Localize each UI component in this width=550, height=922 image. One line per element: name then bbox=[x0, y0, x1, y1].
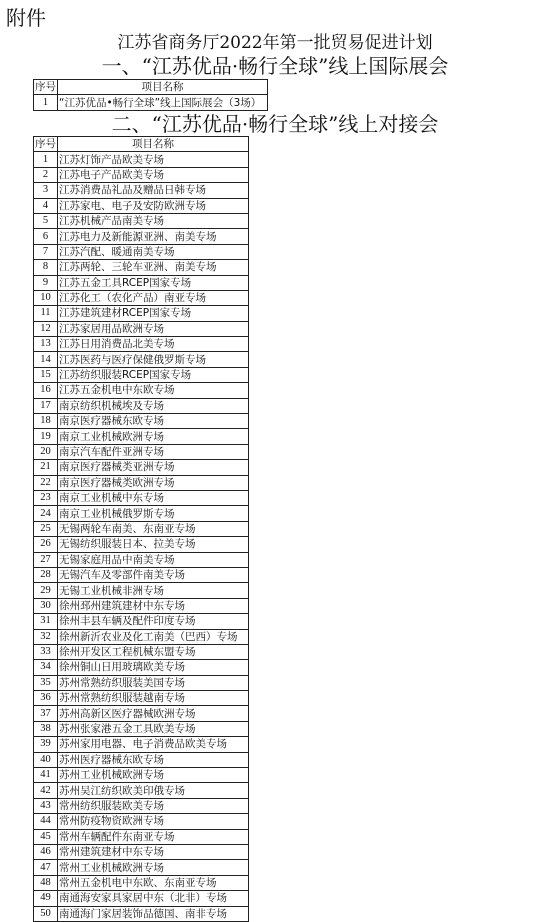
table-row bbox=[34, 614, 249, 629]
table-row bbox=[34, 198, 249, 213]
project-name-cell: 江苏日用消费品北美专场 bbox=[58, 337, 249, 352]
project-name-cell: 苏州医疗器械东欧专场 bbox=[58, 752, 249, 767]
table-row bbox=[34, 490, 249, 505]
project-name-cell: 江苏纺织服装RCEP国家专场 bbox=[58, 367, 249, 382]
serial-number-cell: 27 bbox=[34, 552, 58, 567]
table-row bbox=[34, 752, 249, 767]
serial-number-cell: 47 bbox=[34, 860, 58, 875]
table-row bbox=[34, 398, 249, 413]
serial-number-cell: 49 bbox=[34, 891, 58, 906]
serial-number-cell: 25 bbox=[34, 521, 58, 536]
serial-number-cell: 37 bbox=[34, 706, 58, 721]
serial-number-cell: 4 bbox=[34, 198, 58, 213]
serial-number-cell: 6 bbox=[34, 229, 58, 244]
project-name-cell: 苏州家用电器、电子消费品欧美专场 bbox=[58, 737, 249, 752]
project-name-cell: 南京医疗器械类欧洲专场 bbox=[58, 475, 249, 490]
serial-number-cell: 26 bbox=[34, 537, 58, 552]
serial-number-cell: 20 bbox=[34, 444, 58, 459]
serial-number-cell: 14 bbox=[34, 352, 58, 367]
table-row bbox=[34, 829, 249, 844]
serial-number-cell: 48 bbox=[34, 875, 58, 890]
serial-number-cell: 38 bbox=[34, 721, 58, 736]
serial-number-cell: 43 bbox=[34, 798, 58, 813]
project-name-cell: 徐州邳州建筑建材中东专场 bbox=[58, 598, 249, 613]
project-name-cell: “江苏优品•畅行全球”线上国际展会（3场） bbox=[58, 95, 268, 110]
project-name-cell: 南京工业机械中东专场 bbox=[58, 490, 249, 505]
serial-number-cell: 21 bbox=[34, 460, 58, 475]
project-name-cell: 徐州开发区工程机械东盟专场 bbox=[58, 644, 249, 659]
project-name-cell: 江苏建筑建材RCEP国家专场 bbox=[58, 306, 249, 321]
table-row bbox=[34, 814, 249, 829]
serial-number-cell: 1 bbox=[34, 95, 58, 110]
project-name-cell: 苏州张家港五金工具欧美专场 bbox=[58, 721, 249, 736]
serial-number-cell: 5 bbox=[34, 213, 58, 228]
project-name-cell: 江苏五金工具RCEP国家专场 bbox=[58, 275, 249, 290]
project-name-cell: 常州建筑建材中东专场 bbox=[58, 844, 249, 859]
table-row bbox=[34, 213, 249, 228]
table-row bbox=[34, 521, 249, 536]
table-header-row bbox=[34, 137, 249, 152]
table-row bbox=[34, 583, 249, 598]
project-name-cell: 苏州吴江纺织欧美印俄专场 bbox=[58, 783, 249, 798]
serial-number-cell: 12 bbox=[34, 321, 58, 336]
serial-number-cell: 10 bbox=[34, 290, 58, 305]
table-row bbox=[34, 229, 249, 244]
table-row bbox=[34, 783, 249, 798]
header-project-name: 项目名称 bbox=[58, 137, 249, 152]
table-header-row bbox=[34, 80, 268, 95]
project-name-cell: 苏州常熟纺织服装美国专场 bbox=[58, 675, 249, 690]
table-row bbox=[34, 429, 249, 444]
table-row bbox=[34, 567, 249, 582]
project-name-cell: 南通海门家居装饰品德国、南非专场 bbox=[58, 906, 249, 921]
project-name-cell: 徐州丰县车辆及配件印度专场 bbox=[58, 614, 249, 629]
serial-number-cell: 29 bbox=[34, 583, 58, 598]
online-exhibition-table bbox=[33, 79, 268, 111]
table-row bbox=[34, 537, 249, 552]
table-row bbox=[34, 506, 249, 521]
table-row bbox=[34, 768, 249, 783]
project-name-cell: 江苏两轮、三轮车亚洲、南美专场 bbox=[58, 260, 249, 275]
project-name-cell: 徐州铜山日用玻璃欧美专场 bbox=[58, 660, 249, 675]
table-row bbox=[34, 306, 249, 321]
table-row bbox=[34, 414, 249, 429]
table-row bbox=[34, 721, 249, 736]
serial-number-cell: 45 bbox=[34, 829, 58, 844]
serial-number-cell: 19 bbox=[34, 429, 58, 444]
serial-number-cell: 36 bbox=[34, 691, 58, 706]
serial-number-cell: 34 bbox=[34, 660, 58, 675]
project-name-cell: 南京医疗器械类亚洲专场 bbox=[58, 460, 249, 475]
table-row bbox=[34, 460, 249, 475]
table-row bbox=[34, 906, 249, 921]
table-row bbox=[34, 260, 249, 275]
online-matchmaking-table-body bbox=[34, 152, 249, 922]
project-name-cell: 南通海安家具家居中东（北非）专场 bbox=[58, 891, 249, 906]
section2-title: 二、“江苏优品·畅行全球”线上对接会 bbox=[111, 112, 439, 136]
table-row bbox=[34, 183, 249, 198]
table-row bbox=[34, 167, 249, 182]
project-name-cell: 常州防疫物资欧洲专场 bbox=[58, 814, 249, 829]
header-serial-number: 序号 bbox=[35, 81, 56, 94]
table-row bbox=[34, 598, 249, 613]
serial-number-cell: 3 bbox=[34, 183, 58, 198]
project-name-cell: 苏州工业机械欧洲专场 bbox=[58, 768, 249, 783]
serial-number-cell: 16 bbox=[34, 383, 58, 398]
main-title: 江苏省商务厅2022年第一批贸易促进计划 bbox=[117, 33, 433, 53]
table-row bbox=[34, 475, 249, 490]
serial-number-cell: 33 bbox=[34, 644, 58, 659]
table-row bbox=[34, 352, 249, 367]
table-row bbox=[34, 152, 249, 167]
project-name-cell: 南京医疗器械东欧专场 bbox=[58, 414, 249, 429]
serial-number-cell: 15 bbox=[34, 367, 58, 382]
serial-number-cell: 28 bbox=[34, 567, 58, 582]
table-row bbox=[34, 629, 249, 644]
project-name-cell: 江苏机械产品南美专场 bbox=[58, 213, 249, 228]
table-row bbox=[34, 321, 249, 336]
table-row bbox=[34, 691, 249, 706]
project-name-cell: 南京纺织机械埃及专场 bbox=[58, 398, 249, 413]
serial-number-cell: 31 bbox=[34, 614, 58, 629]
project-name-cell: 常州车辆配件东南亚专场 bbox=[58, 829, 249, 844]
table-row bbox=[34, 552, 249, 567]
project-name-cell: 苏州常熟纺织服装越南专场 bbox=[58, 691, 249, 706]
section1-title: 一、“江苏优品·畅行全球”线上国际展会 bbox=[101, 54, 449, 78]
serial-number-cell: 35 bbox=[34, 675, 58, 690]
serial-number-cell: 24 bbox=[34, 506, 58, 521]
table-row bbox=[34, 275, 249, 290]
project-name-cell: 无锡工业机械非洲专场 bbox=[58, 583, 249, 598]
project-name-cell: 南京汽车配件亚洲专场 bbox=[58, 444, 249, 459]
table-row bbox=[34, 337, 249, 352]
serial-number-cell: 40 bbox=[34, 752, 58, 767]
online-matchmaking-table bbox=[33, 136, 249, 922]
table-row bbox=[34, 383, 249, 398]
serial-number-cell: 50 bbox=[34, 906, 58, 921]
header-serial-number: 序号 bbox=[35, 138, 56, 151]
project-name-cell: 江苏消费品礼品及赠品日韩专场 bbox=[58, 183, 249, 198]
project-name-cell: 江苏家居用品欧洲专场 bbox=[58, 321, 249, 336]
project-name-cell: 江苏汽配、暖通南美专场 bbox=[58, 244, 249, 259]
project-name-cell: 江苏电子产品欧美专场 bbox=[58, 167, 249, 182]
table-row bbox=[34, 444, 249, 459]
table-row bbox=[34, 244, 249, 259]
table-row bbox=[34, 860, 249, 875]
project-name-cell: 苏州高新区医疗器械欧洲专场 bbox=[58, 706, 249, 721]
serial-number-cell: 32 bbox=[34, 629, 58, 644]
serial-number-cell: 30 bbox=[34, 598, 58, 613]
serial-number-cell: 13 bbox=[34, 337, 58, 352]
serial-number-cell: 1 bbox=[34, 152, 58, 167]
serial-number-cell: 23 bbox=[34, 490, 58, 505]
serial-number-cell: 9 bbox=[34, 275, 58, 290]
project-name-cell: 常州工业机械欧洲专场 bbox=[58, 860, 249, 875]
serial-number-cell: 11 bbox=[34, 306, 58, 321]
table-row bbox=[34, 290, 249, 305]
table-row bbox=[34, 367, 249, 382]
project-name-cell: 常州五金机电中东欧、东南亚专场 bbox=[58, 875, 249, 890]
project-name-cell: 南京工业机械俄罗斯专场 bbox=[58, 506, 249, 521]
serial-number-cell: 8 bbox=[34, 260, 58, 275]
serial-number-cell: 46 bbox=[34, 844, 58, 859]
serial-number-cell: 42 bbox=[34, 783, 58, 798]
project-name-cell: 徐州新沂农业及化工南美（巴西）专场 bbox=[58, 629, 249, 644]
serial-number-cell: 39 bbox=[34, 737, 58, 752]
serial-number-cell: 44 bbox=[34, 814, 58, 829]
attachment-label: 附件 bbox=[6, 6, 46, 30]
project-name-cell: 无锡家庭用品中南美专场 bbox=[58, 552, 249, 567]
table-row bbox=[34, 798, 249, 813]
table-row bbox=[34, 706, 249, 721]
table-row bbox=[34, 844, 249, 859]
serial-number-cell: 41 bbox=[34, 768, 58, 783]
project-name-cell: 常州纺织服装欧美专场 bbox=[58, 798, 249, 813]
header-project-name: 项目名称 bbox=[58, 80, 268, 95]
project-name-cell: 无锡汽车及零部件南美专场 bbox=[58, 567, 249, 582]
table-row bbox=[34, 675, 249, 690]
project-name-cell: 江苏化工（农化产品）南亚专场 bbox=[58, 290, 249, 305]
table-row bbox=[34, 891, 249, 906]
project-name-cell: 江苏家电、电子及安防欧洲专场 bbox=[58, 198, 249, 213]
table-row bbox=[34, 875, 249, 890]
table-row bbox=[34, 644, 249, 659]
project-name-cell: 无锡纺织服装日本、拉美专场 bbox=[58, 537, 249, 552]
project-name-cell: 江苏电力及新能源亚洲、南美专场 bbox=[58, 229, 249, 244]
project-name-cell: 江苏灯饰产品欧美专场 bbox=[58, 152, 249, 167]
serial-number-cell: 18 bbox=[34, 414, 58, 429]
project-name-cell: 江苏医药与医疗保健俄罗斯专场 bbox=[58, 352, 249, 367]
project-name-cell: 江苏五金机电中东欧专场 bbox=[58, 383, 249, 398]
serial-number-cell: 22 bbox=[34, 475, 58, 490]
table-row bbox=[34, 660, 249, 675]
serial-number-cell: 2 bbox=[34, 167, 58, 182]
serial-number-cell: 7 bbox=[34, 244, 58, 259]
project-name-cell: 无锡两轮车南美、东南亚专场 bbox=[58, 521, 249, 536]
serial-number-cell: 17 bbox=[34, 398, 58, 413]
table-row bbox=[34, 737, 249, 752]
project-name-cell: 南京工业机械欧洲专场 bbox=[58, 429, 249, 444]
